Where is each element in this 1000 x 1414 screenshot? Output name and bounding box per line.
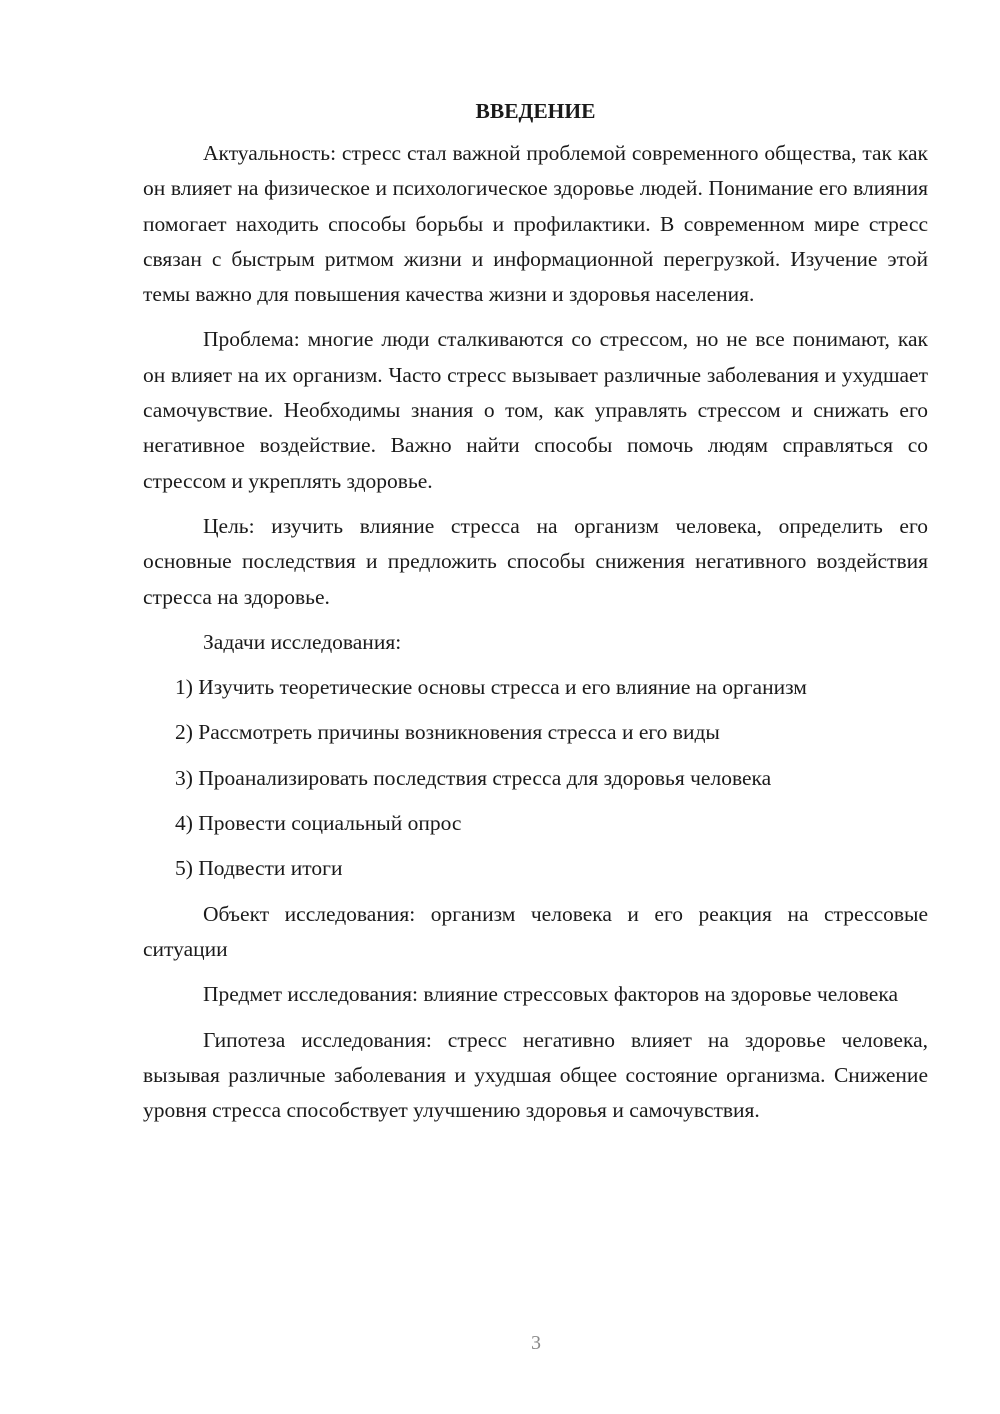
- document-body: [143, 96, 928, 1128]
- goal-paragraph: Цель: изучить влияние стресса на организм человека, определить его основные последствия и предложить способы снижения негативного воздействия стресса на здоровье.: [143, 513, 928, 609]
- relevance-paragraph: Актуальность: стресс стал важной проблемой современного общества, так как он влияет на физическое и психологическое здоровье людей. Понимание его влияния помогает находить способы борьбы и профилактики. В современном мире стресс связан с быстрым ритмом жизни и информационной перегрузкой. Изучение этой темы важно для повышения качества жизни и здоровья населения.: [143, 141, 928, 307]
- task-item: 5) Подвести итоги: [175, 856, 343, 881]
- page-title: ВВЕДЕНИЕ: [475, 99, 596, 123]
- subject-paragraph: Предмет исследования: влияние стрессовых факторов на здоровье человека: [203, 982, 899, 1007]
- object-paragraph: Объект исследования: организм человека и его реакция на стрессовые ситуации: [143, 901, 928, 961]
- tasks-list: [143, 670, 928, 886]
- tasks-heading: Задачи исследования:: [203, 629, 402, 654]
- problem-paragraph: Проблема: многие люди сталкиваются со стрессом, но не все понимают, как он влияет на их организм. Часто стресс вызывает различные заболевания и ухудшает самочувствие. Необходимы знания о том, как управлять стрессом и снижать его негативное воздействие. Важно найти способы помочь людям справляться со стрессом и укреплять здоровье.: [143, 327, 928, 493]
- task-item: 3) Проанализировать последствия стресса для здоровья человека: [175, 765, 772, 790]
- hypothesis-paragraph: Гипотеза исследования: стресс негативно влияет на здоровье человека, вызывая различные заболевания и ухудшая общее состояние организма. Снижение уровня стресса способствует улучшению здоровья и самочувствия.: [143, 1027, 928, 1123]
- task-item: 1) Изучить теоретические основы стресса и его влияние на организм: [175, 675, 807, 700]
- task-item: 4) Провести социальный опрос: [175, 811, 462, 836]
- page-number: 3: [531, 1332, 541, 1354]
- task-item: 2) Рассмотреть причины возникновения стресса и его виды: [175, 720, 720, 745]
